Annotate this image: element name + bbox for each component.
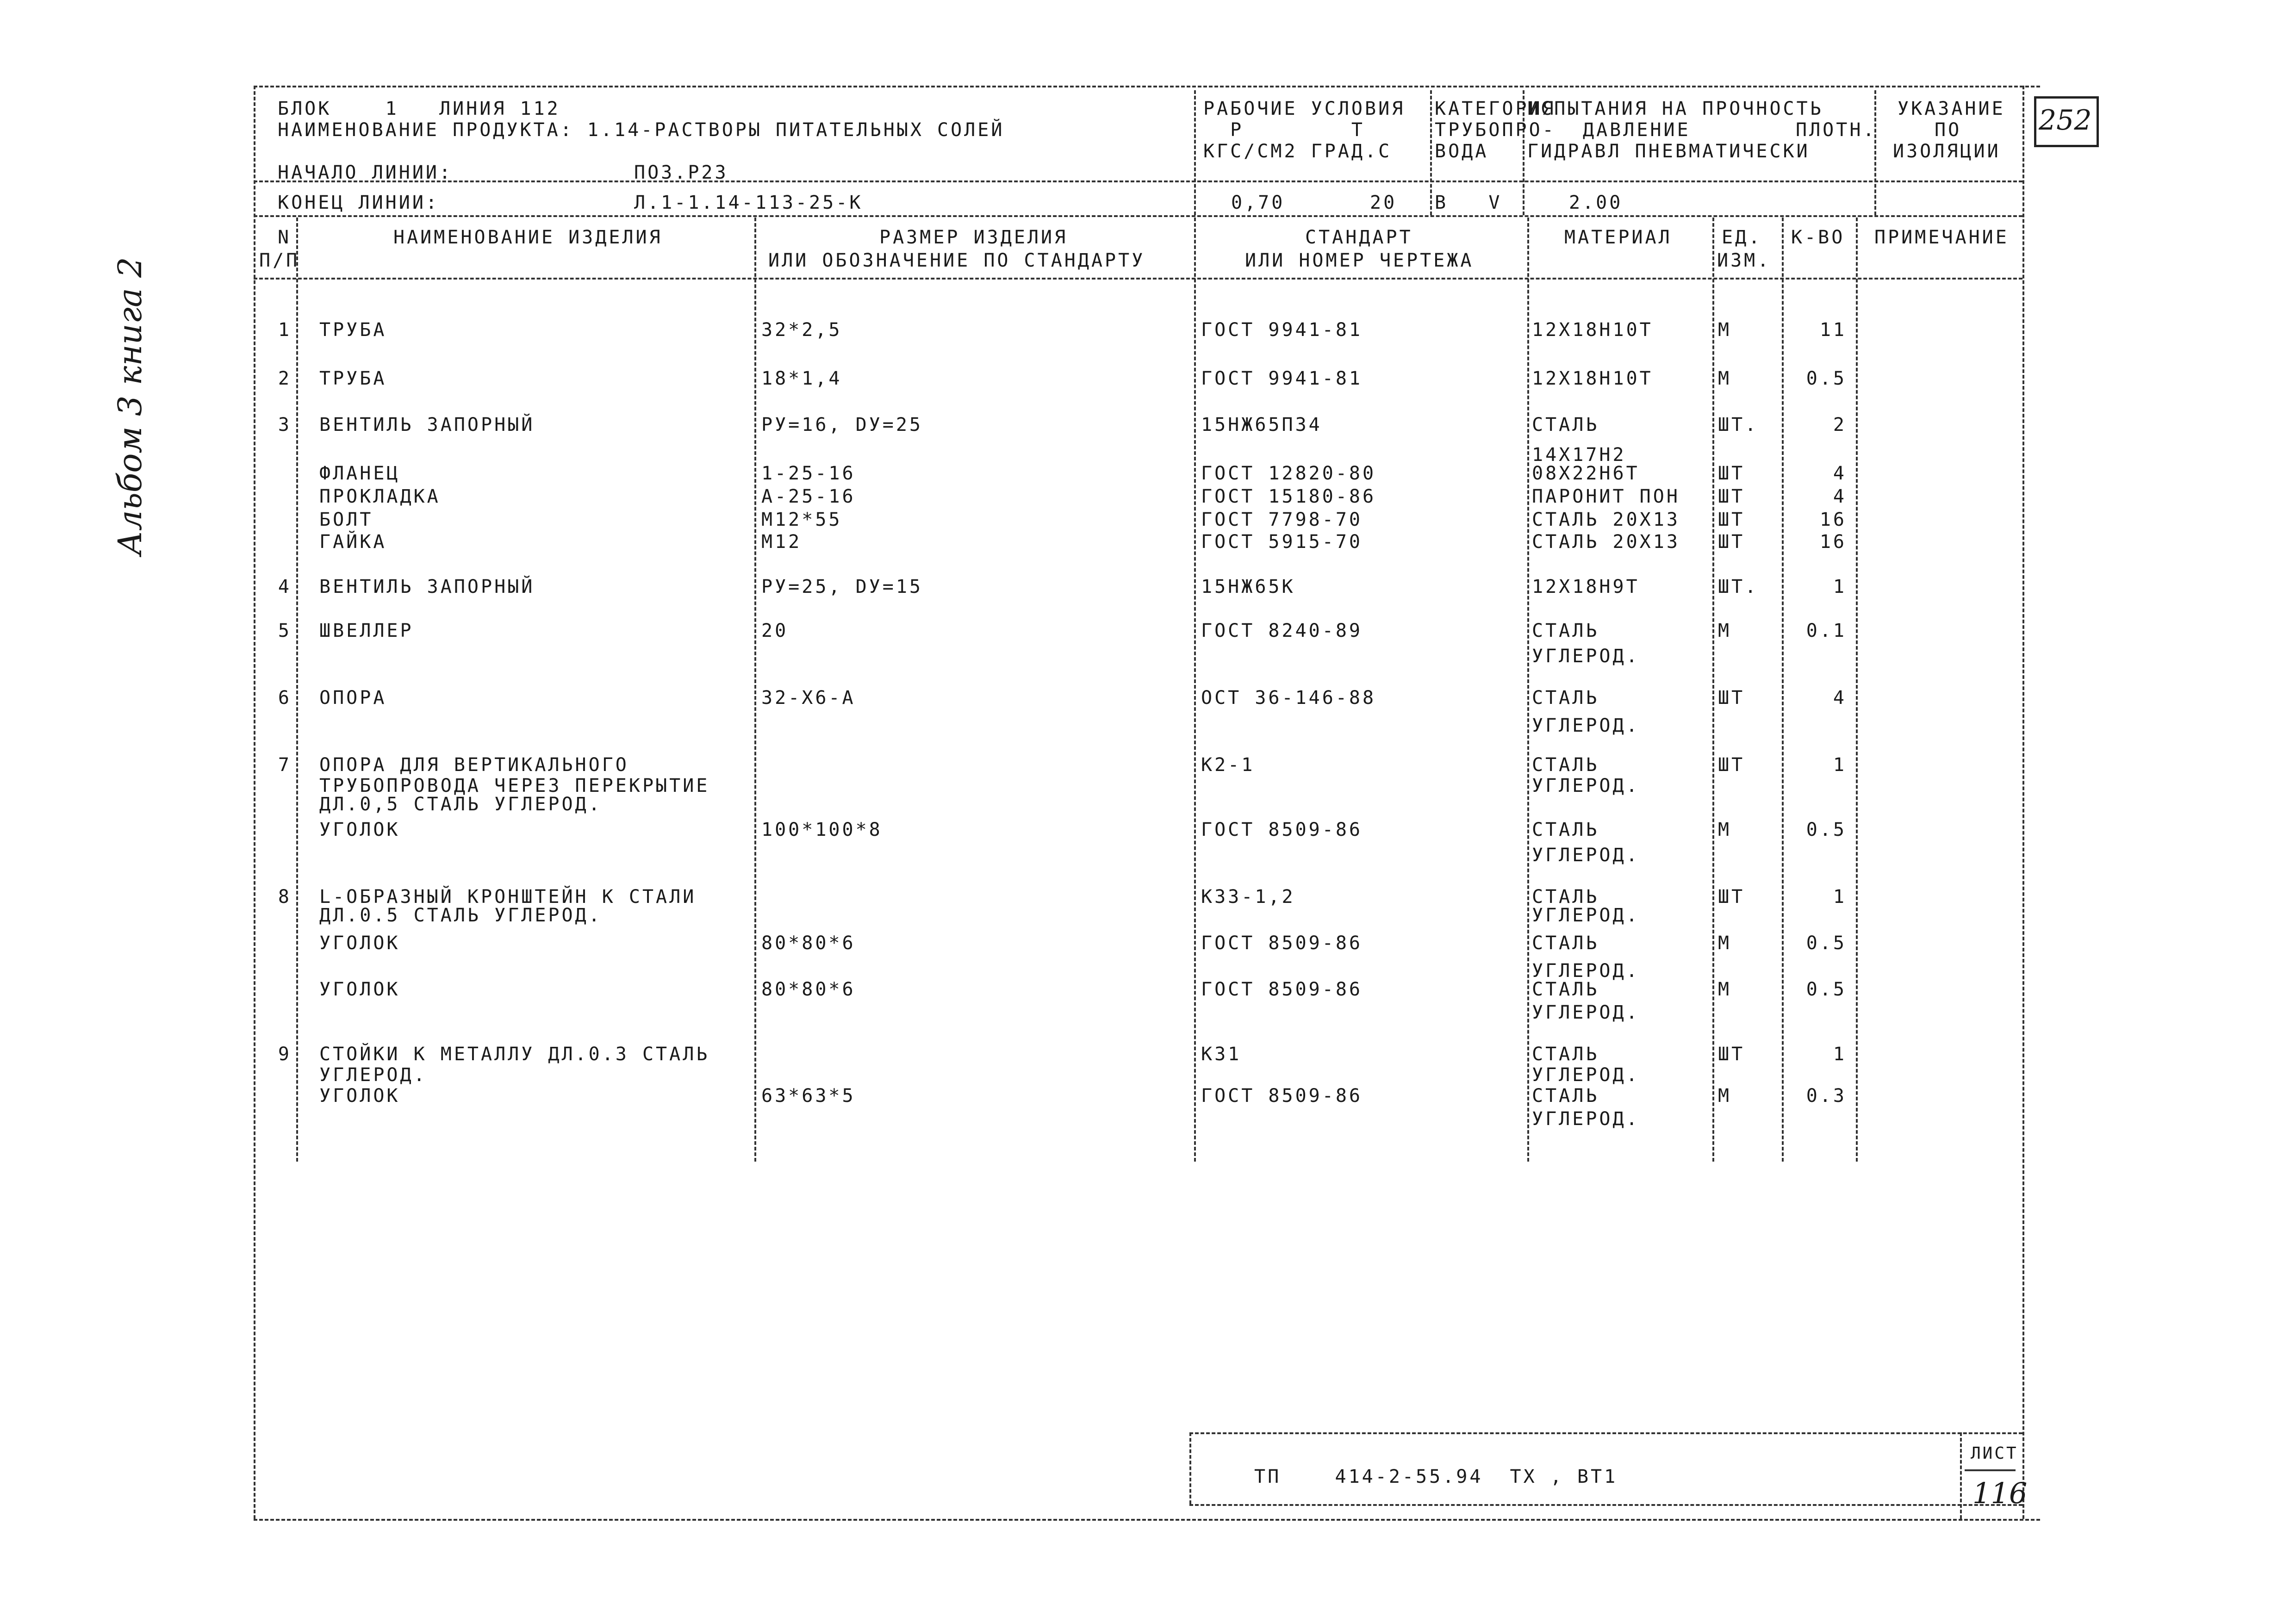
table-cell-qty: 0.3: [1806, 1085, 1847, 1107]
table-cell-size: 1-25-16: [761, 463, 856, 484]
table-cell-unit: М: [1718, 979, 1732, 1000]
col-qty: К-ВО: [1791, 227, 1845, 248]
table-cell-mat: 12Х18Н10Т: [1532, 319, 1653, 341]
table-cell-name: ОПОРА ДЛЯ ВЕРТИКАЛЬНОГО: [319, 754, 629, 776]
col-standard2: ИЛИ НОМЕР ЧЕРТЕЖА: [1245, 250, 1474, 271]
header-test-types: ГИДРАВЛ ПНЕВМАТИЧЕСКИ: [1527, 141, 1810, 162]
table-cell-name: УГОЛОК: [319, 933, 400, 954]
table-cell-qty: 1: [1833, 754, 1847, 776]
table-cell-mat: 12Х18Н9Т: [1532, 576, 1640, 597]
table-cell-std: К33-1,2: [1201, 886, 1295, 908]
table-cell-n: 8: [278, 886, 292, 908]
table-cell-n: 2: [278, 368, 292, 389]
table-cell-std: 15НЖ65К: [1201, 576, 1295, 597]
table-cell-std: ГОСТ 8509-86: [1201, 933, 1363, 954]
table-cell-qty: 4: [1833, 463, 1847, 484]
table-cell-size: М12*55: [761, 509, 842, 530]
table-cell-name: ДЛ.0.5 СТАЛЬ УГЛЕРОД.: [319, 905, 602, 926]
table-cell-std: ОСТ 36-146-88: [1201, 687, 1376, 709]
footer-sheet-label: ЛИСТ: [1971, 1444, 2018, 1463]
col-note: ПРИМЕЧАНИЕ: [1874, 227, 2009, 248]
table-cell-mat: СТАЛЬ: [1532, 1085, 1599, 1107]
table-cell-mat: СТАЛЬ: [1532, 414, 1599, 435]
table-cell-qty: 11: [1819, 319, 1847, 341]
table-cell-mat: УГЛЕРОД.: [1532, 845, 1640, 866]
header-pipeline2: ВОДА: [1435, 141, 1489, 162]
table-cell-unit: М: [1718, 819, 1732, 840]
table-cell-qty: 2: [1833, 414, 1847, 435]
table-cell-std: ГОСТ 8509-86: [1201, 819, 1363, 840]
table-cell-qty: 0.5: [1806, 979, 1847, 1000]
table-cell-unit: ШТ.: [1718, 576, 1759, 597]
col-name: НАИМЕНОВАНИЕ ИЗДЕЛИЯ: [393, 227, 663, 248]
table-cell-std: ГОСТ 8509-86: [1201, 979, 1363, 1000]
table-cell-unit: ШТ: [1718, 886, 1745, 908]
table-cell-mat: СТАЛЬ: [1532, 1044, 1599, 1065]
table-cell-mat: СТАЛЬ 20Х13: [1532, 531, 1680, 553]
table-cell-mat: УГЛЕРОД.: [1532, 715, 1640, 736]
header-start-label: НАЧАЛО ЛИНИИ:: [278, 162, 453, 183]
table-cell-name: УГЛЕРОД.: [319, 1064, 427, 1086]
table-cell-unit: М: [1718, 1085, 1732, 1107]
table-cell-qty: 1: [1833, 1044, 1847, 1065]
header-t-value: 20: [1370, 192, 1397, 213]
table-cell-size: РУ=25, DУ=15: [761, 576, 923, 597]
table-cell-std: ГОСТ 15180-86: [1201, 486, 1376, 507]
table-cell-mat: УГЛЕРОД.: [1532, 646, 1640, 667]
table-cell-mat: СТАЛЬ 20Х13: [1532, 509, 1680, 530]
table-cell-name: ФЛАНЕЦ: [319, 463, 400, 484]
table-cell-mat: ПАРОНИТ ПОН: [1532, 486, 1680, 507]
table-cell-mat: УГЛЕРОД.: [1532, 905, 1640, 926]
table-cell-mat: СТАЛЬ: [1532, 620, 1599, 641]
table-cell-std: К31: [1201, 1044, 1242, 1065]
header-category: КАТЕГОРИЯ: [1435, 98, 1556, 119]
header-block-line: БЛОК 1 ЛИНИЯ 112: [278, 98, 560, 119]
table-cell-n: 7: [278, 754, 292, 776]
table-cell-mat: СТАЛЬ: [1532, 687, 1599, 709]
col-num: N: [278, 227, 292, 248]
table-cell-unit: М: [1718, 620, 1732, 641]
footer-sheet-number: 116: [1972, 1476, 2028, 1510]
header-insulation2: ПО: [1935, 119, 1962, 141]
table-cell-name: ТРУБА: [319, 319, 387, 341]
table-cell-name: ТРУБА: [319, 368, 387, 389]
table-cell-mat: СТАЛЬ: [1532, 819, 1599, 840]
table-cell-name: УГОЛОК: [319, 1085, 400, 1107]
table-cell-size: М12: [761, 531, 802, 553]
table-cell-n: 1: [278, 319, 292, 341]
table-cell-name: БОЛТ: [319, 509, 373, 530]
table-cell-qty: 4: [1833, 687, 1847, 709]
header-product: НАИМЕНОВАНИЕ ПРОДУКТА: 1.14-РАСТВОРЫ ПИТАТЕЛЬНЫХ СОЛЕЙ: [278, 119, 1005, 141]
table-cell-unit: ШТ: [1718, 687, 1745, 709]
table-cell-qty: 1: [1833, 886, 1847, 908]
table-cell-name: ОПОРА: [319, 687, 387, 709]
table-cell-size: 80*80*6: [761, 979, 856, 1000]
table-cell-std: ГОСТ 7798-70: [1201, 509, 1363, 530]
table-cell-std: ГОСТ 9941-81: [1201, 368, 1363, 389]
table-cell-unit: ШТ: [1718, 509, 1745, 530]
table-cell-name: ГАЙКА: [319, 531, 387, 553]
table-cell-unit: М: [1718, 368, 1732, 389]
table-cell-qty: 1: [1833, 576, 1847, 597]
table-cell-unit: ШТ: [1718, 531, 1745, 553]
table-cell-mat: УГЛЕРОД.: [1532, 775, 1640, 796]
table-cell-qty: 4: [1833, 486, 1847, 507]
table-cell-qty: 0.1: [1806, 620, 1847, 641]
header-start-value: ПОЗ.Р23: [634, 162, 728, 183]
table-cell-std: ГОСТ 8240-89: [1201, 620, 1363, 641]
header-hydr-value: 2.00: [1569, 192, 1623, 213]
table-cell-mat: 12Х18Н10Т: [1532, 368, 1653, 389]
table-cell-name: L-ОБРАЗНЫЙ КРОНШТЕЙН К СТАЛИ: [319, 886, 697, 908]
header-p-t: Р Т: [1203, 119, 1392, 141]
table-cell-n: 9: [278, 1044, 292, 1065]
table-cell-unit: ШТ: [1718, 754, 1745, 776]
table-cell-size: РУ=16, DУ=25: [761, 414, 923, 435]
table-cell-size: 18*1,4: [761, 368, 842, 389]
header-pipeline: ТРУБОПРО-: [1435, 119, 1556, 141]
table-cell-mat: УГЛЕРОД.: [1532, 1002, 1640, 1023]
header-density: ПЛОТН.: [1796, 119, 1877, 141]
table-cell-std: ГОСТ 8509-86: [1201, 1085, 1363, 1107]
table-cell-qty: 16: [1819, 531, 1847, 553]
table-cell-size: 80*80*6: [761, 933, 856, 954]
table-cell-qty: 0.5: [1806, 933, 1847, 954]
table-cell-name: ВЕНТИЛЬ ЗАПОРНЫЙ: [319, 576, 535, 597]
table-cell-size: А-25-16: [761, 486, 856, 507]
table-cell-n: 6: [278, 687, 292, 709]
table-cell-mat: 08Х22Н6Т: [1532, 463, 1640, 484]
table-cell-mat: УГЛЕРОД.: [1532, 1064, 1640, 1086]
table-cell-std: ГОСТ 12820-80: [1201, 463, 1376, 484]
table-cell-size: 63*63*5: [761, 1085, 856, 1107]
table-cell-qty: 0.5: [1806, 819, 1847, 840]
table-cell-mat: СТАЛЬ: [1532, 886, 1599, 908]
footer-code: ТП 414-2-55.94 ТХ , ВТ1: [1254, 1466, 1618, 1487]
col-size: РАЗМЕР ИЗДЕЛИЯ: [879, 227, 1068, 248]
table-cell-std: 15НЖ65П34: [1201, 414, 1322, 435]
table-cell-std: ГОСТ 9941-81: [1201, 319, 1363, 341]
table-cell-n: 4: [278, 576, 292, 597]
table-cell-unit: ШТ: [1718, 463, 1745, 484]
table-cell-name: УГОЛОК: [319, 979, 400, 1000]
table-cell-size: 100*100*8: [761, 819, 883, 840]
col-standard: СТАНДАРТ: [1305, 227, 1413, 248]
table-cell-unit: ШТ: [1718, 1044, 1745, 1065]
header-cat-value: В V: [1435, 192, 1502, 213]
table-cell-mat: УГЛЕРОД.: [1532, 960, 1640, 982]
table-cell-name: ДЛ.0,5 СТАЛЬ УГЛЕРОД.: [319, 794, 602, 815]
header-units: КГС/СМ2 ГРАД.С: [1203, 141, 1392, 162]
header-end-label: КОНЕЦ ЛИНИИ:: [278, 192, 439, 213]
table-cell-unit: М: [1718, 933, 1732, 954]
table-cell-mat: СТАЛЬ: [1532, 754, 1599, 776]
table-cell-qty: 16: [1819, 509, 1847, 530]
table-cell-n: 3: [278, 414, 292, 435]
table-cell-name: ВЕНТИЛЬ ЗАПОРНЫЙ: [319, 414, 535, 435]
table-cell-name: ТРУБОПРОВОДА ЧЕРЕЗ ПЕРЕКРЫТИЕ: [319, 775, 710, 796]
table-cell-std: ГОСТ 5915-70: [1201, 531, 1363, 553]
table-cell-unit: М: [1718, 319, 1732, 341]
table-cell-mat: СТАЛЬ: [1532, 933, 1599, 954]
col-unit2: ИЗМ.: [1717, 250, 1771, 271]
table-cell-mat: СТАЛЬ: [1532, 979, 1599, 1000]
margin-note: Альбом 3 книга 2: [111, 257, 149, 555]
table-cell-size: 20: [761, 620, 789, 641]
table-cell-name: ПРОКЛАДКА: [319, 486, 441, 507]
col-num2: П/П: [259, 250, 300, 271]
table-cell-mat: УГЛЕРОД.: [1532, 1108, 1640, 1130]
header-tests: ИСПЫТАНИЯ НА ПРОЧНОСТЬ: [1527, 98, 1823, 119]
sheet-number-top: 252: [2039, 104, 2092, 137]
table-cell-qty: 0.5: [1806, 368, 1847, 389]
header-insulation: УКАЗАНИЕ: [1898, 98, 2005, 119]
table-cell-std: К2-1: [1201, 754, 1255, 776]
table-cell-unit: ШТ: [1718, 486, 1745, 507]
table-cell-name: СТОЙКИ К МЕТАЛЛУ ДЛ.0.3 СТАЛЬ: [319, 1044, 710, 1065]
table-cell-name: УГОЛОК: [319, 819, 400, 840]
header-work-conditions: РАБОЧИЕ УСЛОВИЯ: [1203, 98, 1406, 119]
header-p-value: 0,70: [1231, 192, 1285, 213]
table-cell-name: ШВЕЛЛЕР: [319, 620, 414, 641]
table-cell-size: 32-Х6-А: [761, 687, 856, 709]
header-pressure: ДАВЛЕНИЕ: [1583, 119, 1691, 141]
table-cell-n: 5: [278, 620, 292, 641]
header-end-value: Л.1-1.14-113-25-К: [634, 192, 863, 213]
table-cell-unit: ШТ.: [1718, 414, 1759, 435]
col-unit: ЕД.: [1722, 227, 1762, 248]
col-size2: ИЛИ ОБОЗНАЧЕНИЕ ПО СТАНДАРТУ: [768, 250, 1145, 271]
header-insulation3: ИЗОЛЯЦИИ: [1893, 141, 2001, 162]
table-cell-mat: 14Х17Н2: [1532, 444, 1626, 466]
col-material: МАТЕРИАЛ: [1564, 227, 1672, 248]
table-cell-size: 32*2,5: [761, 319, 842, 341]
